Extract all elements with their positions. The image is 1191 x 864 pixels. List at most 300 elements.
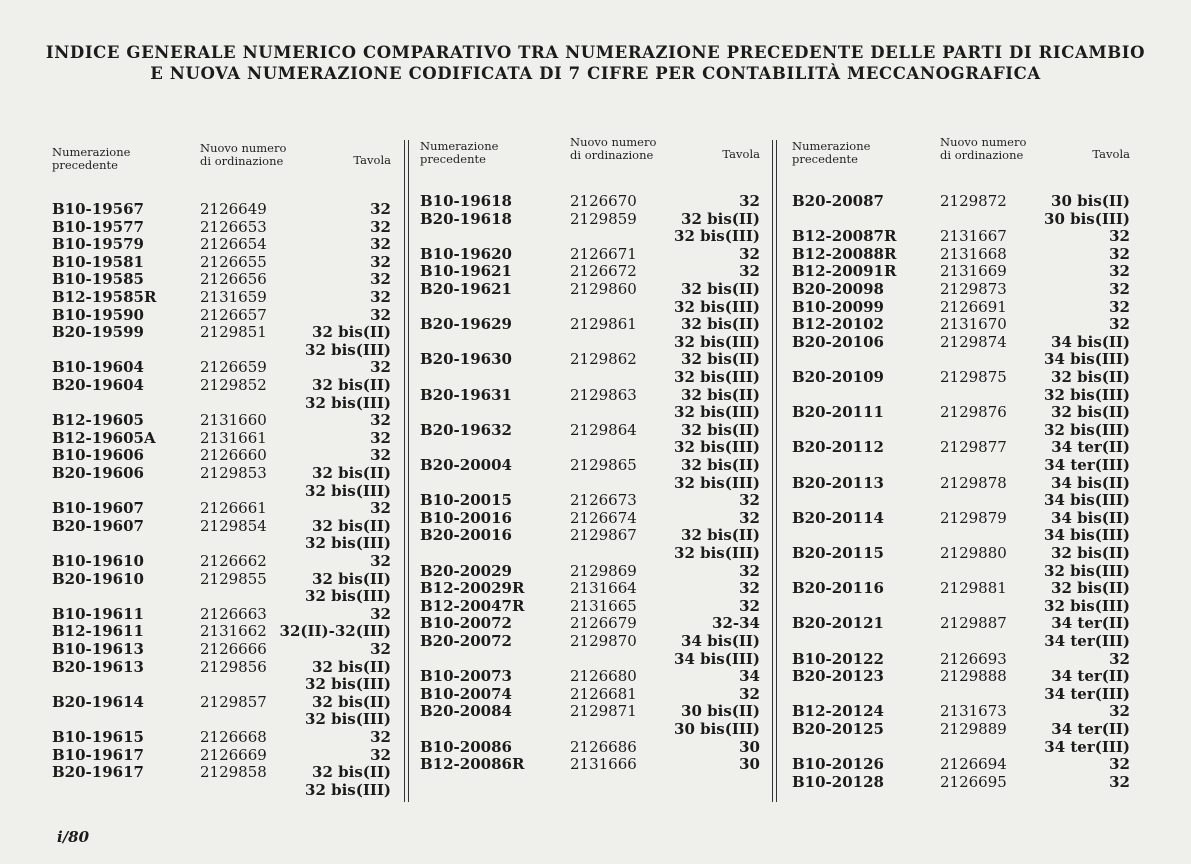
table-ref: 34 bis(II) — [1051, 473, 1130, 492]
column-divider — [772, 140, 774, 802]
previous-number: B10-19610 — [52, 552, 144, 570]
table-row — [420, 192, 762, 210]
table-row — [792, 421, 1132, 439]
previous-number: B20-19599 — [52, 323, 144, 342]
index-column-3 — [792, 0, 1132, 864]
table-row — [52, 622, 392, 640]
previous-number: B20-19604 — [52, 376, 144, 394]
new-order-number: 2129870 — [570, 632, 637, 650]
table-row — [792, 315, 1132, 333]
new-order-number: 2131664 — [570, 579, 637, 598]
table-row — [52, 499, 392, 517]
new-order-number: 2129871 — [570, 702, 637, 721]
table-row — [792, 386, 1132, 404]
table-ref: 32 — [739, 596, 760, 615]
table-ref: 32 — [1109, 315, 1130, 334]
column-divider — [404, 140, 406, 802]
table-row — [420, 421, 762, 439]
table-ref: 32 — [370, 604, 391, 623]
table-ref: 30 bis(III) — [674, 720, 760, 738]
table-row — [420, 403, 762, 421]
table-ref: 32 bis(II) — [312, 464, 391, 482]
previous-number: B20-19610 — [52, 569, 144, 588]
table-ref: 32 — [739, 192, 760, 210]
new-order-number: 2126680 — [570, 667, 637, 686]
table-ref: 32 — [370, 235, 391, 254]
new-order-number: 2129862 — [570, 350, 637, 369]
header-new-number: di ordinazione — [940, 148, 1024, 162]
table-ref: 30 bis(II) — [681, 702, 760, 721]
table-ref: 32 — [370, 745, 391, 764]
table-ref: 32 — [739, 579, 760, 598]
table-row — [52, 323, 392, 341]
previous-number: B20-19606 — [52, 464, 144, 482]
table-row — [52, 253, 392, 271]
table-row — [52, 270, 392, 288]
table-ref: 32 bis(II) — [681, 385, 760, 404]
new-order-number: 2126653 — [200, 217, 267, 236]
new-order-number: 2126661 — [200, 499, 267, 518]
table-ref: 32 bis(III) — [674, 227, 760, 246]
table-ref: 32 bis(II) — [312, 763, 391, 782]
previous-number: B20-20112 — [792, 438, 884, 457]
previous-number: B20-19617 — [52, 763, 144, 782]
table-row — [52, 482, 392, 500]
table-ref: 30 — [739, 755, 760, 774]
new-order-number: 2126681 — [570, 684, 637, 703]
previous-number: B10-19606 — [52, 446, 144, 465]
table-row — [52, 640, 392, 658]
table-row — [792, 491, 1132, 509]
table-row — [420, 491, 762, 509]
previous-number: B10-19615 — [52, 728, 144, 746]
new-order-number: 2131668 — [940, 244, 1007, 263]
table-ref: 32 — [370, 305, 391, 324]
new-order-number: 2126693 — [940, 649, 1007, 668]
table-ref: 32 bis(II) — [681, 526, 760, 545]
column-divider — [408, 140, 410, 802]
new-order-number: 2129860 — [570, 280, 637, 298]
previous-number: B10-20072 — [420, 614, 512, 633]
table-row — [792, 738, 1132, 756]
previous-number: B20-20072 — [420, 632, 512, 650]
new-order-number: 2131661 — [200, 428, 267, 447]
table-ref: 32 — [370, 288, 391, 306]
new-order-number: 2126691 — [940, 297, 1007, 316]
new-order-number: 2129863 — [570, 385, 637, 404]
table-ref: 32 bis(II) — [312, 376, 391, 394]
table-row — [792, 773, 1132, 791]
new-order-number: 2131666 — [570, 755, 637, 774]
table-ref: 34 ter(II) — [1051, 614, 1130, 633]
index-column-1 — [52, 0, 392, 864]
previous-number: B10-20016 — [420, 508, 512, 527]
table-ref: 32 bis(II) — [312, 323, 391, 342]
table-row — [52, 552, 392, 570]
previous-number: B10-19621 — [420, 262, 512, 281]
table-row — [792, 667, 1132, 685]
new-order-number: 2129889 — [940, 720, 1007, 738]
new-order-number: 2129877 — [940, 438, 1007, 457]
table-row — [792, 597, 1132, 615]
table-ref: 32 bis(III) — [305, 587, 391, 606]
table-ref: 32 bis(II) — [681, 350, 760, 369]
table-row — [792, 614, 1132, 632]
table-row — [792, 192, 1132, 210]
previous-number: B10-19567 — [52, 200, 144, 218]
table-row — [792, 509, 1132, 527]
table-ref: 32 — [370, 217, 391, 236]
previous-number: B20-19631 — [420, 385, 512, 404]
table-row — [52, 763, 392, 781]
previous-number: B20-19607 — [52, 516, 144, 535]
table-row — [420, 614, 762, 632]
table-row — [792, 526, 1132, 544]
new-order-number: 2126654 — [200, 235, 267, 254]
new-order-number: 2131670 — [940, 315, 1007, 334]
table-row — [52, 218, 392, 236]
table-ref: 32-34 — [712, 614, 760, 633]
new-order-number: 2126663 — [200, 604, 267, 623]
table-row — [792, 368, 1132, 386]
new-order-number: 2126660 — [200, 446, 267, 465]
new-order-number: 2131665 — [570, 596, 637, 615]
table-row — [52, 446, 392, 464]
previous-number: B10-20099 — [792, 297, 884, 316]
table-row — [52, 411, 392, 429]
previous-number: B12-19605A — [52, 428, 156, 447]
previous-number: B10-19604 — [52, 358, 144, 377]
previous-number: B20-20029 — [420, 561, 512, 580]
table-row — [52, 288, 392, 306]
new-order-number: 2129861 — [570, 315, 637, 334]
table-ref: 30 bis(II) — [1051, 192, 1130, 210]
table-row — [420, 579, 762, 597]
new-order-number: 2126674 — [570, 508, 637, 527]
previous-number: B12-20102 — [792, 315, 884, 334]
previous-number: B10-20074 — [420, 684, 512, 703]
new-order-number: 2129858 — [200, 763, 267, 782]
previous-number: B20-20111 — [792, 403, 884, 422]
new-order-number: 2129888 — [940, 667, 1007, 686]
previous-number: B10-19590 — [52, 305, 144, 324]
header-table: Tavola — [1092, 147, 1130, 161]
new-order-number: 2129864 — [570, 420, 637, 439]
table-row — [420, 280, 762, 298]
table-row — [420, 298, 762, 316]
table-ref: 32 — [370, 640, 391, 658]
table-row — [792, 755, 1132, 773]
table-ref: 32 bis(II) — [681, 420, 760, 439]
new-order-number: 2126668 — [200, 728, 267, 746]
table-row — [52, 675, 392, 693]
table-ref: 34 ter(II) — [1051, 720, 1130, 738]
table-row — [420, 333, 762, 351]
previous-number: B20-19614 — [52, 692, 144, 711]
table-row — [792, 474, 1132, 492]
table-ref: 32 bis(III) — [305, 340, 391, 359]
new-order-number: 2126673 — [570, 491, 637, 510]
table-ref: 34 bis(II) — [1051, 332, 1130, 351]
new-order-number: 2131659 — [200, 288, 267, 306]
new-order-number: 2126662 — [200, 552, 267, 570]
table-ref: 32 — [1109, 227, 1130, 246]
previous-number: B10-20122 — [792, 649, 884, 668]
header-new-number: Nuovo numero — [940, 135, 1027, 149]
table-ref: 32 bis(II) — [1051, 579, 1130, 598]
new-order-number: 2129856 — [200, 657, 267, 676]
previous-number: B12-19611 — [52, 622, 144, 641]
header-new-number: Nuovo numero — [200, 141, 287, 155]
previous-number: B12-20091R — [792, 262, 897, 281]
table-ref: 32 bis(II) — [1051, 368, 1130, 386]
table-ref: 34 bis(II) — [681, 632, 760, 650]
previous-number: B20-20098 — [792, 280, 884, 298]
table-row — [420, 544, 762, 562]
previous-number: B20-20121 — [792, 614, 884, 633]
previous-number: B20-20113 — [792, 473, 884, 492]
table-row — [792, 245, 1132, 263]
table-row — [52, 746, 392, 764]
table-ref: 32 bis(III) — [1044, 420, 1130, 439]
new-order-number: 2129879 — [940, 508, 1007, 527]
previous-number: B20-19629 — [420, 315, 512, 334]
page-number: i/80 — [57, 828, 90, 846]
table-row — [420, 720, 762, 738]
table-row — [52, 570, 392, 588]
table-row — [792, 650, 1132, 668]
table-row — [52, 394, 392, 412]
previous-number: B10-19618 — [420, 192, 512, 210]
new-order-number: 2126672 — [570, 262, 637, 281]
table-ref: 32 bis(II) — [312, 657, 391, 676]
table-row — [52, 464, 392, 482]
table-ref: 34 bis(III) — [1044, 491, 1130, 510]
new-order-number: 2126666 — [200, 640, 267, 658]
table-row — [52, 693, 392, 711]
header-new-number: di ordinazione — [570, 148, 654, 162]
new-order-number: 2129875 — [940, 368, 1007, 386]
table-row — [420, 262, 762, 280]
previous-number: B12-20086R — [420, 755, 525, 774]
table-ref: 32 bis(II) — [681, 456, 760, 474]
table-ref: 32 — [370, 270, 391, 289]
table-row — [792, 350, 1132, 368]
table-row — [52, 517, 392, 535]
new-order-number: 2129878 — [940, 473, 1007, 492]
previous-number: B10-19617 — [52, 745, 144, 764]
new-order-number: 2126656 — [200, 270, 267, 289]
new-order-number: 2126659 — [200, 358, 267, 377]
table-ref: 32 bis(III) — [305, 534, 391, 553]
new-order-number: 2126670 — [570, 192, 637, 210]
table-row — [52, 306, 392, 324]
table-row — [792, 720, 1132, 738]
header-table: Tavola — [353, 153, 391, 167]
new-order-number: 2126686 — [570, 737, 637, 756]
table-ref: 34 ter(II) — [1051, 667, 1130, 686]
new-order-number: 2126655 — [200, 252, 267, 271]
new-order-number: 2129873 — [940, 280, 1007, 298]
table-ref: 32 bis(II) — [312, 516, 391, 535]
new-order-number: 2126694 — [940, 755, 1007, 774]
table-ref: 34 bis(III) — [1044, 526, 1130, 545]
table-row — [420, 597, 762, 615]
table-ref: 34 bis(III) — [1044, 350, 1130, 369]
table-row — [52, 200, 392, 218]
new-order-number: 2129887 — [940, 614, 1007, 633]
table-ref: 32 — [1109, 755, 1130, 774]
table-ref: 32 — [370, 728, 391, 746]
column-divider — [776, 140, 778, 802]
table-row — [52, 658, 392, 676]
table-row — [420, 350, 762, 368]
table-row — [420, 315, 762, 333]
table-ref: 32 bis(III) — [674, 403, 760, 422]
table-ref: 32 — [370, 428, 391, 447]
table-row — [52, 605, 392, 623]
table-ref: 32 — [370, 446, 391, 465]
table-row — [420, 738, 762, 756]
new-order-number: 2129867 — [570, 526, 637, 545]
previous-number: B20-20106 — [792, 332, 884, 351]
table-ref: 32 — [370, 552, 391, 570]
table-row — [420, 562, 762, 580]
table-row — [52, 534, 392, 552]
table-row — [52, 341, 392, 359]
table-ref: 34 ter(III) — [1044, 456, 1130, 474]
table-ref: 34 ter(III) — [1044, 632, 1130, 650]
table-ref: 34 ter(II) — [1051, 438, 1130, 457]
table-ref: 32(II)-32(III) — [279, 622, 391, 641]
title-line-2: E NUOVA NUMERAZIONE CODIFICATA DI 7 CIFRE PER CONTABILITÀ MECCANOGRAFICA — [150, 64, 1041, 83]
table-row — [792, 333, 1132, 351]
new-order-number: 2126669 — [200, 745, 267, 764]
new-order-number: 2129852 — [200, 376, 267, 394]
table-row — [52, 781, 392, 799]
table-row — [792, 262, 1132, 280]
table-ref: 30 bis(III) — [1044, 209, 1130, 228]
header-new-number: Nuovo numero — [570, 135, 657, 149]
header-table: Tavola — [722, 147, 760, 161]
previous-number: B10-19579 — [52, 235, 144, 254]
table-row — [420, 438, 762, 456]
table-row — [792, 403, 1132, 421]
previous-number: B10-19585 — [52, 270, 144, 289]
table-row — [52, 358, 392, 376]
previous-number: B12-20029R — [420, 579, 525, 598]
previous-number: B10-20126 — [792, 755, 884, 774]
header-previous-number: Numerazione — [52, 145, 131, 159]
new-order-number: 2129851 — [200, 323, 267, 342]
table-ref: 32 — [739, 561, 760, 580]
new-order-number: 2131662 — [200, 622, 267, 641]
table-ref: 32 bis(III) — [305, 481, 391, 500]
header-new-number: di ordinazione — [200, 154, 284, 168]
index-column-2 — [420, 0, 762, 864]
table-row — [420, 650, 762, 668]
previous-number: B20-20116 — [792, 579, 884, 598]
table-ref: 32 bis(II) — [681, 209, 760, 228]
table-row — [792, 632, 1132, 650]
table-ref: 32 bis(III) — [674, 332, 760, 351]
previous-number: B10-19620 — [420, 244, 512, 263]
new-order-number: 2129854 — [200, 516, 267, 535]
header-previous-number: precedente — [792, 152, 858, 166]
previous-number: B20-20123 — [792, 667, 884, 686]
previous-number: B10-20128 — [792, 772, 884, 791]
table-ref: 32 — [1109, 702, 1130, 721]
table-row — [792, 280, 1132, 298]
table-row — [420, 456, 762, 474]
previous-number: B20-19632 — [420, 420, 512, 439]
new-order-number: 2129869 — [570, 561, 637, 580]
table-ref: 32 — [739, 684, 760, 703]
table-row — [792, 702, 1132, 720]
previous-number: B20-19618 — [420, 209, 512, 228]
previous-number: B10-19577 — [52, 217, 144, 236]
table-ref: 32 bis(III) — [674, 368, 760, 386]
table-row — [792, 456, 1132, 474]
table-ref: 32 — [370, 358, 391, 377]
table-row — [792, 298, 1132, 316]
previous-number: B20-20087 — [792, 192, 884, 210]
table-row — [52, 587, 392, 605]
table-ref: 32 bis(III) — [1044, 561, 1130, 580]
new-order-number: 2131669 — [940, 262, 1007, 281]
table-row — [420, 667, 762, 685]
previous-number: B12-20088R — [792, 244, 897, 263]
table-row — [420, 368, 762, 386]
new-order-number: 2129855 — [200, 569, 267, 588]
table-ref: 30 — [739, 737, 760, 756]
table-ref: 32 bis(III) — [305, 393, 391, 412]
table-row — [420, 755, 762, 773]
table-row — [420, 210, 762, 228]
previous-number: B20-19621 — [420, 280, 512, 298]
previous-number: B20-20004 — [420, 456, 512, 474]
title-line-1: INDICE GENERALE NUMERICO COMPARATIVO TRA NUMERAZIONE PRECEDENTE DELLE PARTI DI RICAMBIO — [45, 43, 1146, 62]
new-order-number: 2131673 — [940, 702, 1007, 721]
new-order-number: 2129872 — [940, 192, 1007, 210]
previous-number: B10-20015 — [420, 491, 512, 510]
table-ref: 32 bis(II) — [312, 692, 391, 711]
table-ref: 32 — [370, 200, 391, 218]
table-row — [420, 227, 762, 245]
previous-number: B10-19611 — [52, 604, 144, 623]
table-ref: 34 bis(II) — [1051, 508, 1130, 527]
header-previous-number: precedente — [420, 152, 486, 166]
table-ref: 34 — [739, 667, 760, 686]
previous-number: B20-20084 — [420, 702, 512, 721]
table-row — [52, 235, 392, 253]
table-row — [420, 509, 762, 527]
table-ref: 32 — [739, 508, 760, 527]
new-order-number: 2129874 — [940, 332, 1007, 351]
table-ref: 32 — [370, 411, 391, 430]
table-row — [420, 702, 762, 720]
new-order-number: 2129881 — [940, 579, 1007, 598]
new-order-number: 2129880 — [940, 544, 1007, 562]
table-row — [52, 728, 392, 746]
table-row — [792, 227, 1132, 245]
previous-number: B20-20125 — [792, 720, 884, 738]
table-ref: 32 — [739, 244, 760, 263]
previous-number: B12-20124 — [792, 702, 884, 721]
table-row — [420, 245, 762, 263]
previous-number: B12-20047R — [420, 596, 525, 615]
table-ref: 32 — [1109, 262, 1130, 281]
